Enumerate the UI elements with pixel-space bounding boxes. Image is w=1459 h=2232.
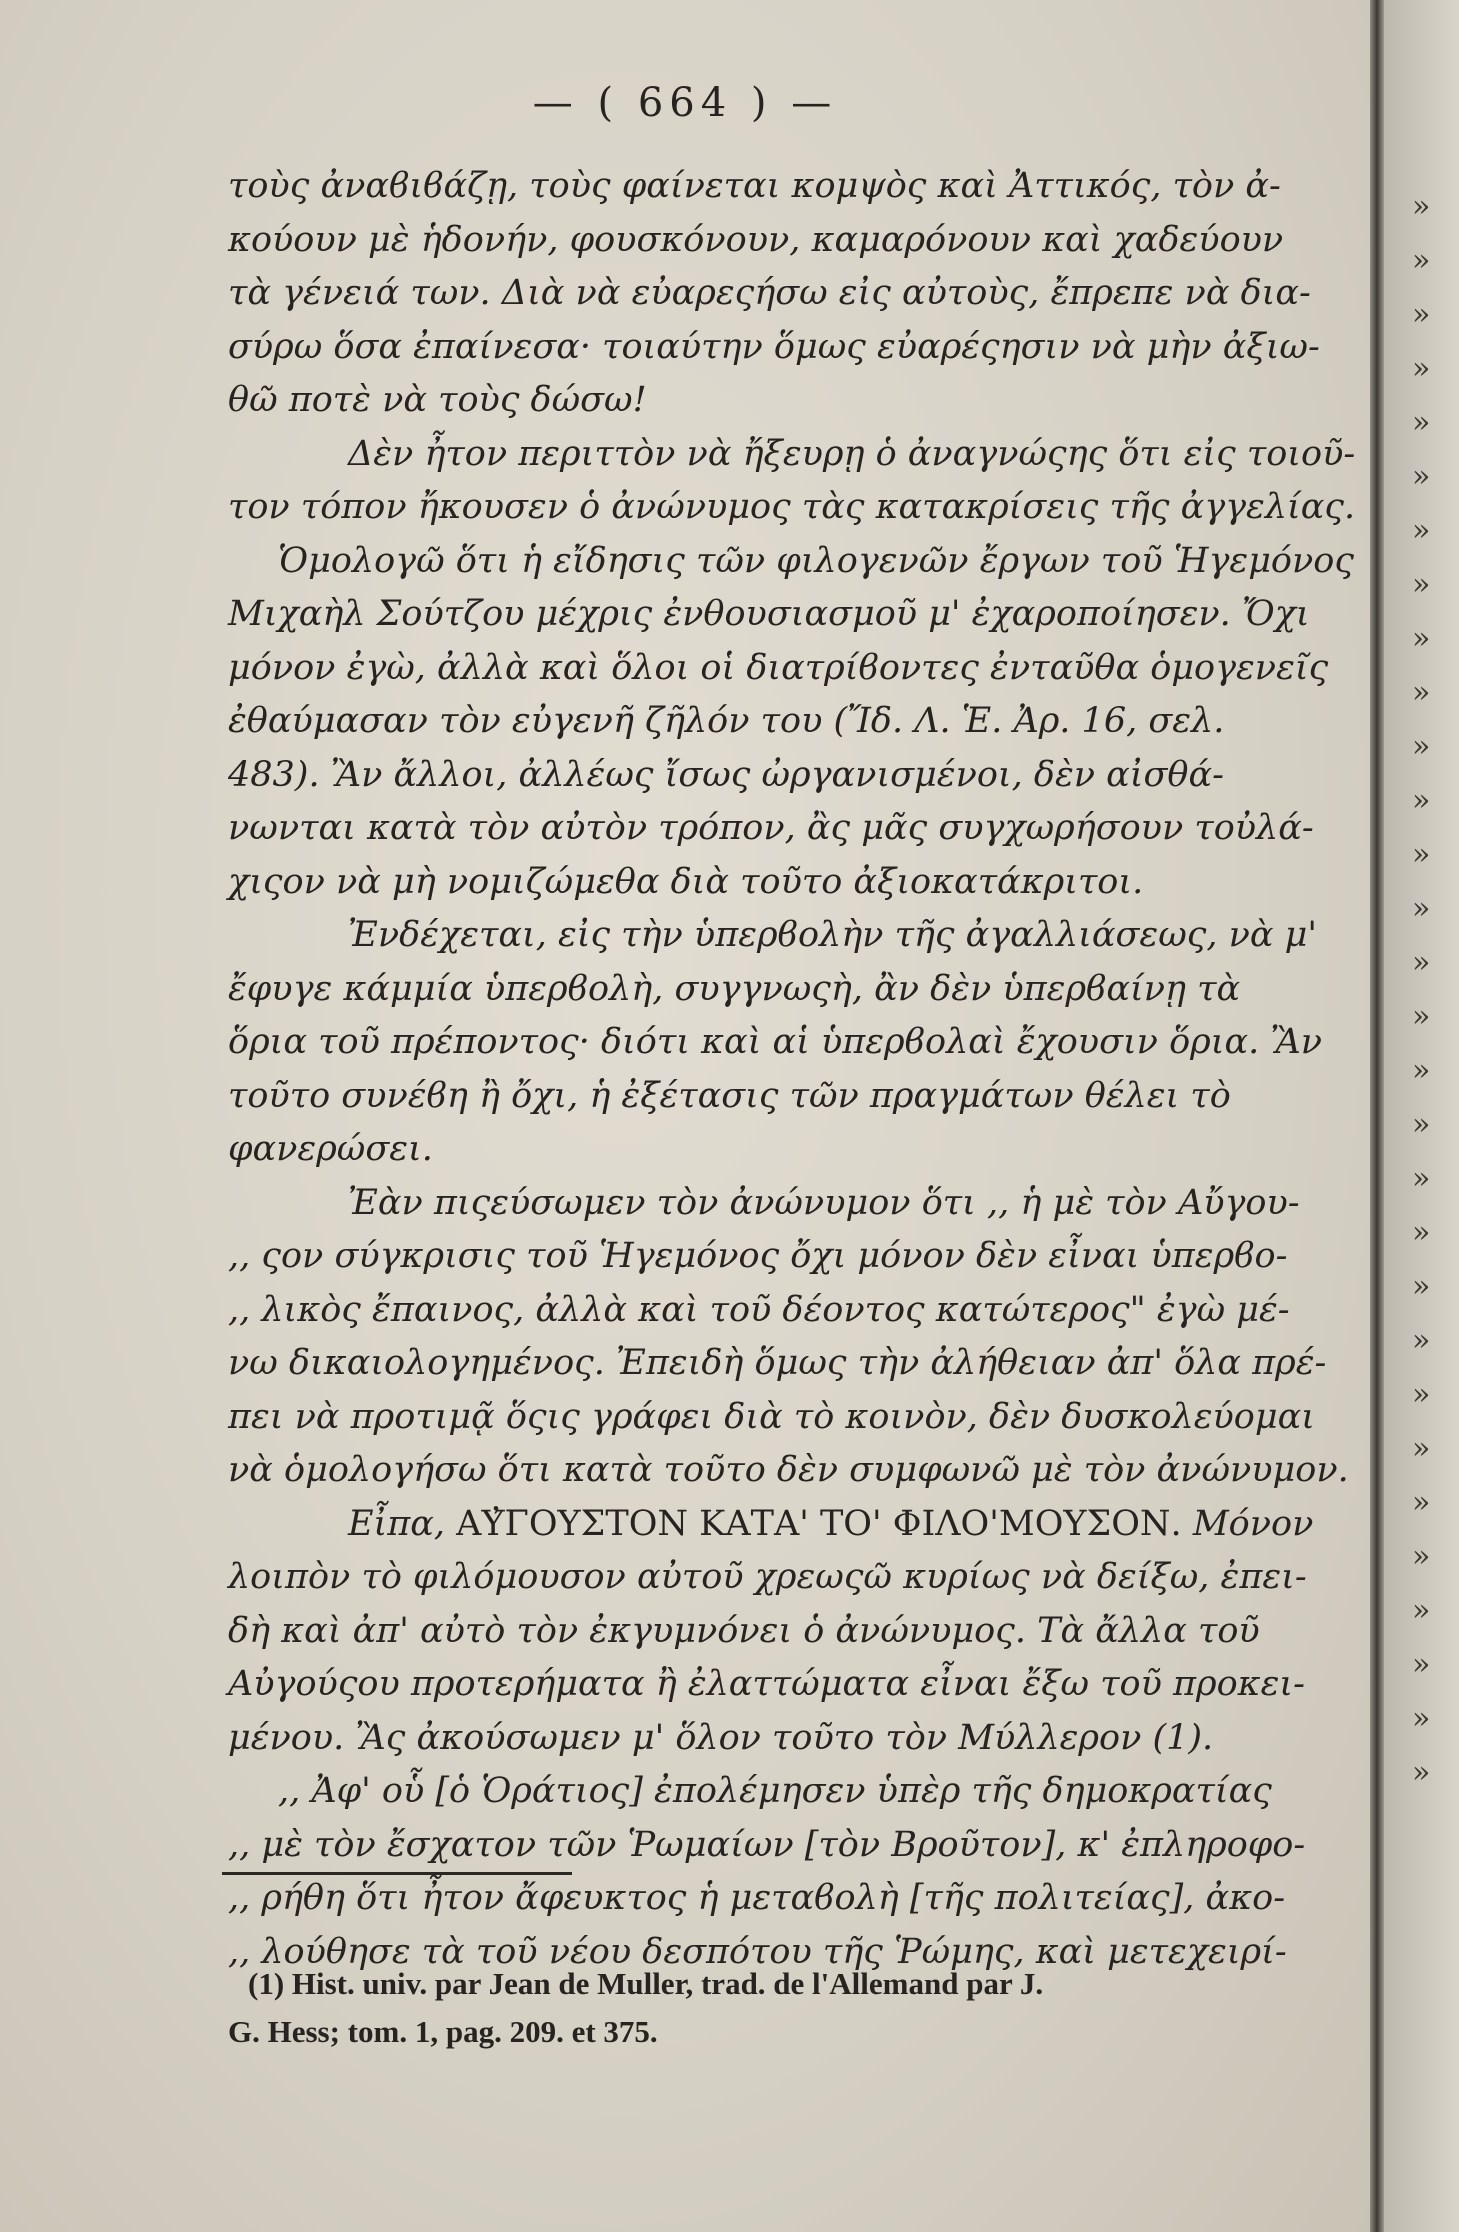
text-line: Ὁμολογῶ ὅτι ἡ εἴδησις τῶν φιλογενῶν ἔργων τοῦ Ἡγεμόνος xyxy=(278,540,1354,581)
text-line: Αὐγούςου προτερήματα ἢ ἐλαττώματα εἶναι ἔξω τοῦ προκει- xyxy=(228,1664,1305,1704)
paragraph-start-line: Ἐὰν πιςεύσωμεν τὸν ἀνώνυμον ὅτι ,, ἡ μὲ τὸν Αὔγου- xyxy=(348,1182,1300,1223)
text-line: κούουν μὲ ἡδονήν, φουσκόνουν, καμαρόνουν καὶ χαδεύουν xyxy=(228,219,1284,260)
paragraph-start-line: Δὲν ἦτον περιττὸν νὰ ἤξευρῃ ὁ ἀναγνώςης ὅτι εἰς τοιοῦ- xyxy=(348,433,1356,474)
quote-mark: » xyxy=(1412,1377,1431,1412)
quote-mark: » xyxy=(1412,297,1431,332)
quote-mark: » xyxy=(1412,1647,1431,1682)
footnote-rule xyxy=(222,1872,572,1875)
quote-mark: » xyxy=(1412,1107,1431,1142)
text-line: τοὺς ἀναϐιϐάζῃ, τοὺς φαίνεται κομψὸς καὶ Ἀττικός, τὸν ἀ- xyxy=(228,166,1281,206)
text-line: ἐθαύμασαν τὸν εὐγενῆ ζῆλόν του (Ἴδ. Λ. Ἑ. Ἀρ. 16, σελ. xyxy=(228,701,1225,741)
text-line: ,, λούθησε τὰ τοῦ νέου δεσπότου τῆς Ῥώμης, καὶ μετεχειρί- xyxy=(228,1931,1287,1972)
text-line: τον τόπον ἤκουσεν ὁ ἀνώνυμος τὰς κατακρίσεις τῆς ἀγγελίας. xyxy=(228,487,1356,527)
quote-mark: » xyxy=(1412,1701,1431,1736)
text-line: σύρω ὅσα ἐπαίνεσα· τοιαύτην ὅμως εὐαρέςησιν νὰ μὴν ἀξιω- xyxy=(228,326,1320,367)
footnote-line: G. Hess; tom. 1, pag. 209. et 375. xyxy=(228,2014,658,2049)
caps-heading-text: ΑΥ̓ΓΟΥΣΤΟΝ ΚΑΤΑ' ΤΟ' ΦΙΛΟ'ΜΟΥΣΟΝ. xyxy=(456,1503,1182,1544)
quote-mark: » xyxy=(1412,783,1431,818)
quote-mark: » xyxy=(1412,837,1431,872)
quote-mark: » xyxy=(1412,243,1431,278)
quote-mark: » xyxy=(1412,675,1431,710)
text-line: 483). Ἂν ἄλλοι, ἀλλέως ἴσως ὠργανισμένοι, δὲν αἰσθά- xyxy=(228,754,1224,795)
footnote-line: (1) Hist. univ. par Jean de Muller, trad. de l'Allemand par J. xyxy=(248,1966,1044,2001)
quote-mark: » xyxy=(1412,1755,1431,1790)
quote-mark: » xyxy=(1412,351,1431,386)
book-gutter xyxy=(1370,0,1384,2232)
quote-mark: » xyxy=(1412,1323,1431,1358)
quote-mark: » xyxy=(1412,1215,1431,1250)
quote-mark: » xyxy=(1412,567,1431,602)
text-line: ,, λικὸς ἔπαινος, ἀλλὰ καὶ τοῦ δέοντος κατώτερος" ἐγὼ μέ- xyxy=(228,1289,1290,1330)
quote-mark: » xyxy=(1412,189,1431,224)
quote-mark: » xyxy=(1412,1431,1431,1466)
text-line: ,, ρήθη ὅτι ἦτον ἄφευκτος ἡ μεταϐολὴ [τῆς πολιτείας], ἀκο- xyxy=(228,1878,1286,1918)
text-line: τὰ γένειά των. Διὰ νὰ εὐαρεςήσω εἰς αὐτοὺς, ἔπρεπε νὰ δια- xyxy=(228,273,1311,313)
quote-start-line: ,, Ἀφ' οὗ [ὁ Ὁράτιος] ἐπολέμησεν ὑπὲρ τῆς δημοκρατίας xyxy=(278,1771,1272,1811)
facing-page-quote-marks xyxy=(1412,180,1452,1800)
text-line: λοιπὸν τὸ φιλόμουσον αὐτοῦ χρεωςῶ κυρίως νὰ δείξω, ἐπει- xyxy=(228,1557,1307,1597)
quote-mark: » xyxy=(1412,1539,1431,1574)
footnote xyxy=(228,1960,1368,2056)
quote-mark: » xyxy=(1412,1593,1431,1628)
quote-mark: » xyxy=(1412,891,1431,926)
quote-mark: » xyxy=(1412,999,1431,1034)
text-line: φανερώσει. xyxy=(228,1129,433,1169)
paragraph-start-line xyxy=(228,1498,1368,1552)
text-line: νωνται κατὰ τὸν αὐτὸν τρόπον, ἂς μᾶς συγχωρήσουν τοὐλά- xyxy=(228,808,1314,848)
paragraph-start-line: Ἐνδέχεται, εἰς τὴν ὑπερϐολὴν τῆς ἀγαλλιάσεως, νὰ μ' xyxy=(348,915,1318,955)
text-line: πει νὰ προτιμᾷ ὅςις γράφει διὰ τὸ κοινὸν, δὲν δυσκολεύομαι xyxy=(228,1396,1315,1437)
caps-line-before: Εἶπα, xyxy=(348,1503,457,1544)
text-line: ὅρια τοῦ πρέποντος· διότι καὶ αἱ ὑπερϐολαὶ ἔχουσιν ὅρια. Ἂν xyxy=(228,1022,1323,1062)
text-line: Μιχαὴλ Σούτζου μέχρις ἐνθουσιασμοῦ μ' ἐχαροποίησεν. Ὄχι xyxy=(228,594,1310,634)
quote-mark: » xyxy=(1412,1053,1431,1088)
text-line: νὰ ὁμολογήσω ὅτι κατὰ τοῦτο δὲν συμφωνῶ μὲ τὸν ἀνώνυμον. xyxy=(228,1450,1349,1490)
quote-mark: » xyxy=(1412,1161,1431,1196)
quote-mark: » xyxy=(1412,729,1431,764)
text-line: μόνον ἐγὼ, ἀλλὰ καὶ ὅλοι οἱ διατρίϐοντες ἐνταῦθα ὁμογενεῖς xyxy=(228,647,1329,688)
text-line: τοῦτο συνέϐη ἢ ὄχι, ἡ ἐξέτασις τῶν πραγμάτων θέλει τὸ xyxy=(228,1075,1231,1116)
text-line: θῶ ποτὲ νὰ τοὺς δώσω! xyxy=(228,380,647,420)
quote-mark: » xyxy=(1412,1485,1431,1520)
text-line: μένου. Ἂς ἀκούσωμεν μ' ὅλον τοῦτο τὸν Μύλλερον (1). xyxy=(228,1717,1214,1758)
text-line: ,, μὲ τὸν ἔσχατον τῶν Ῥωμαίων [τὸν Βροῦτον], κ' ἐπληροφο- xyxy=(228,1824,1306,1865)
quote-mark: » xyxy=(1412,945,1431,980)
text-line: ,, ςον σύγκρισις τοῦ Ἡγεμόνος ὄχι μόνον δὲν εἶναι ὑπερϐο- xyxy=(228,1236,1288,1276)
body-text xyxy=(228,160,1368,1979)
page-number: — ( 664 ) — xyxy=(532,80,838,126)
text-line: χιςον νὰ μὴ νομιζώμεθα διὰ τοῦτο ἀξιοκατάκριτοι. xyxy=(228,861,1144,902)
text-line: ἔφυγε κάμμία ὑπερϐολὴ, συγγνωςὴ, ἂν δὲν ὑπερϐαίνῃ τὰ xyxy=(228,968,1241,1009)
caps-line-after: Μόνον xyxy=(1181,1503,1314,1544)
quote-mark: » xyxy=(1412,621,1431,656)
quote-mark: » xyxy=(1412,459,1431,494)
quote-mark: » xyxy=(1412,405,1431,440)
text-line: νω δικαιολογημένος. Ἐπειδὴ ὅμως τὴν ἀλήθειαν ἀπ' ὅλα πρέ- xyxy=(228,1343,1327,1383)
text-line: δὴ καὶ ἀπ' αὐτὸ τὸν ἐκγυμνόνει ὁ ἀνώνυμος. Τὰ ἄλλα τοῦ xyxy=(228,1610,1260,1651)
quote-mark: » xyxy=(1412,1269,1431,1304)
quote-mark: » xyxy=(1412,513,1431,548)
